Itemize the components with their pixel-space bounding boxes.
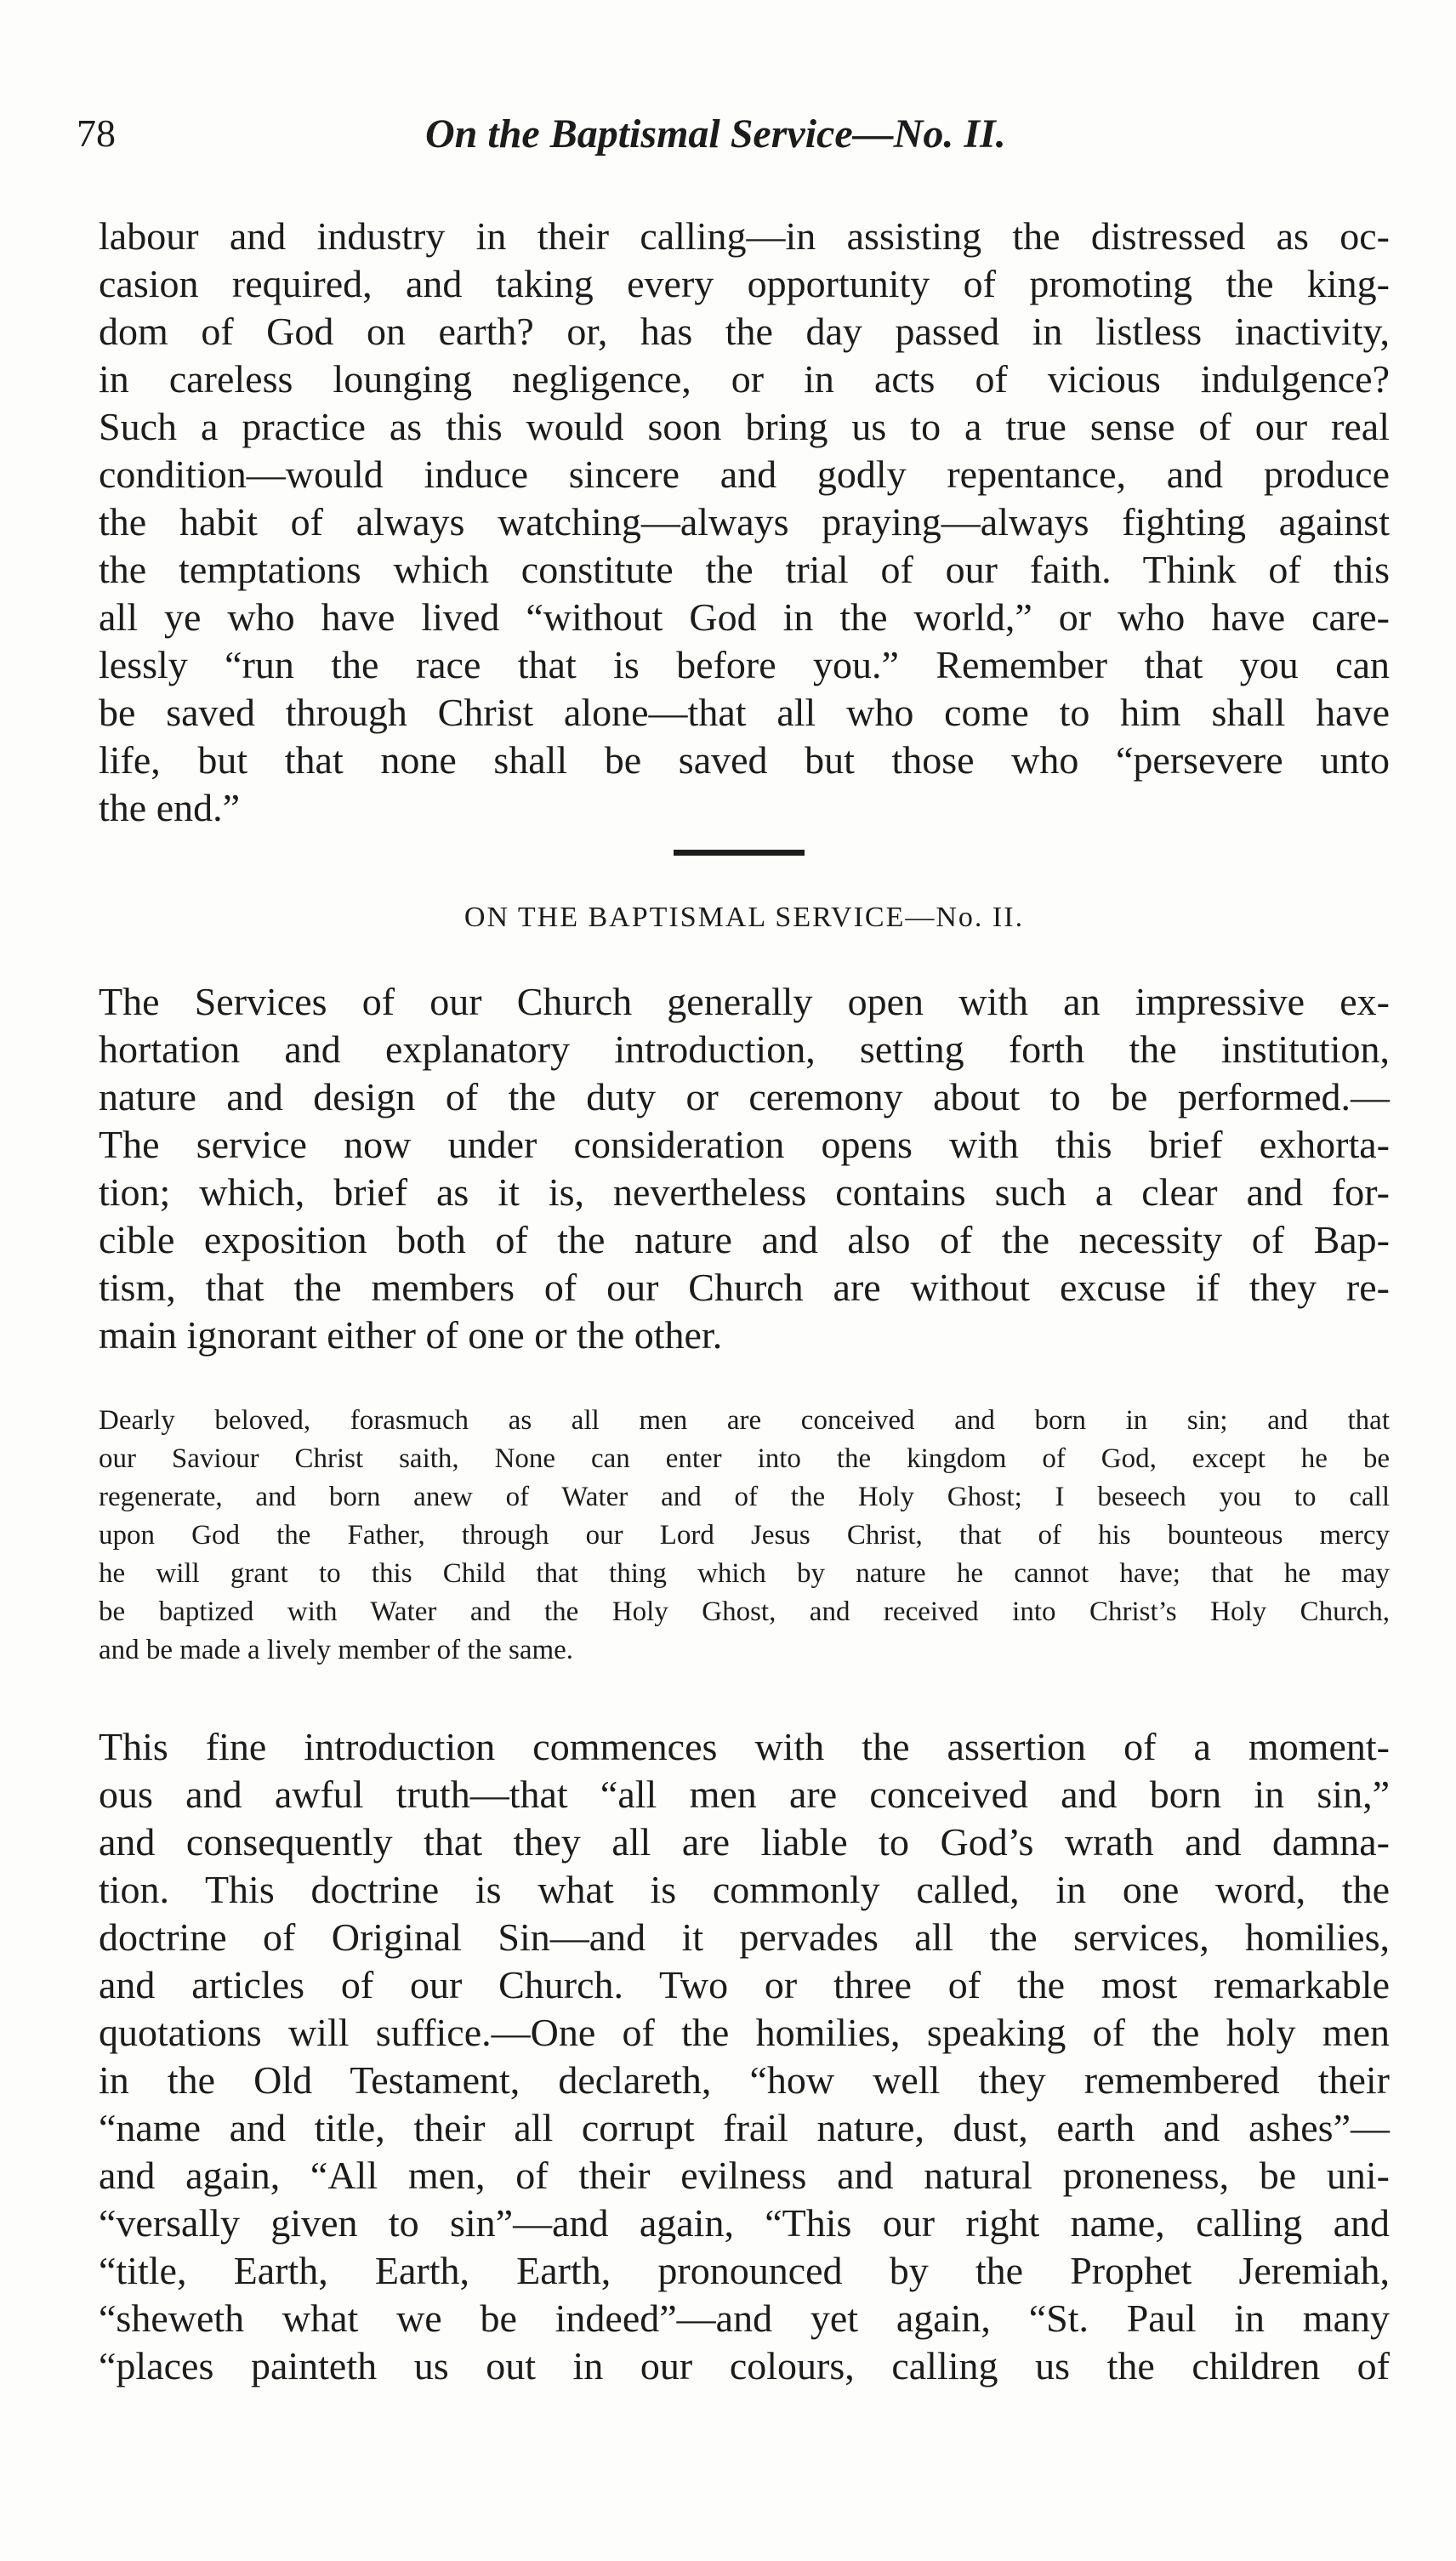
text-line: the end.” bbox=[99, 786, 241, 829]
text-line: life, but that none shall be saved but those who “persevere unto bbox=[99, 738, 1390, 782]
text-line: The Services of our Church generally open with an impressive ex- bbox=[99, 980, 1390, 1023]
text-line: tism, that the members of our Church are without excuse if they re- bbox=[99, 1266, 1390, 1309]
text-line: in careless lounging negligence, or in acts of vicious indulgence? bbox=[99, 357, 1390, 401]
text-line: and again, “All men, of their evilness and natural proneness, be uni- bbox=[99, 2154, 1390, 2197]
section-heading: ON THE BAPTISMAL SERVICE—No. II. bbox=[464, 902, 1025, 933]
text-line: casion required, and taking every opportunity of promoting the king- bbox=[99, 262, 1390, 305]
quote-line: he will grant to this Child that thing which by nature he cannot have; that he may bbox=[99, 1558, 1390, 1589]
text-line: “name and title, their all corrupt frail nature, dust, earth and ashes”— bbox=[99, 2106, 1390, 2149]
section-divider bbox=[674, 850, 805, 856]
exhortation-quote bbox=[99, 1402, 1390, 1670]
text-line: “versally given to sin”—and again, “This our right name, calling and bbox=[99, 2201, 1390, 2245]
quote-line: our Saviour Christ saith, None can enter into the kingdom of God, except he be bbox=[99, 1443, 1390, 1474]
quote-line: regenerate, and born anew of Water and of the Holy Ghost; I beseech you to call bbox=[99, 1482, 1390, 1512]
text-line: “title, Earth, Earth, Earth, pronounced by the Prophet Jeremiah, bbox=[99, 2249, 1390, 2292]
text-line: dom of God on earth? or, has the day passed in listless inactivity, bbox=[99, 310, 1390, 353]
intro-paragraph bbox=[99, 978, 1390, 1359]
commentary-paragraph bbox=[99, 1723, 1390, 2390]
text-line: main ignorant either of one or the other. bbox=[99, 1313, 723, 1357]
text-line: tion; which, brief as it is, nevertheless contains such a clear and for- bbox=[99, 1170, 1390, 1214]
text-line: nature and design of the duty or ceremony about to be performed.— bbox=[99, 1075, 1390, 1118]
text-line: and consequently that they all are liable to God’s wrath and damna- bbox=[99, 1820, 1390, 1864]
text-line: lessly “run the race that is before you.” Remember that you can bbox=[99, 643, 1390, 686]
text-line: condition—would induce sincere and godly repentance, and produce bbox=[99, 452, 1390, 496]
quote-line: Dearly beloved, forasmuch as all men are conceived and born in sin; and that bbox=[99, 1405, 1390, 1436]
text-line: in the Old Testament, declareth, “how well they remembered their bbox=[99, 2058, 1390, 2102]
text-line: the habit of always watching—always praying—always fighting against bbox=[99, 500, 1390, 544]
text-line: ous and awful truth—that “all men are conceived and born in sin,” bbox=[99, 1773, 1390, 1816]
text-line: “places painteth us out in our colours, calling us the children of bbox=[99, 2344, 1390, 2387]
text-line: labour and industry in their calling—in assisting the distressed as oc- bbox=[99, 214, 1390, 258]
text-line: The service now under consideration opens with this brief exhorta- bbox=[99, 1123, 1390, 1166]
page-number: 78 bbox=[77, 111, 116, 155]
text-line: and articles of our Church. Two or three of the most remarkable bbox=[99, 1963, 1390, 2006]
text-line: quotations will suffice.—One of the homilies, speaking of the holy men bbox=[99, 2011, 1390, 2054]
text-line: “sheweth what we be indeed”—and yet again, “St. Paul in many bbox=[99, 2296, 1390, 2340]
text-line: tion. This doctrine is what is commonly called, in one word, the bbox=[99, 1868, 1390, 1911]
text-line: cible exposition both of the nature and also of the necessity of Bap- bbox=[99, 1218, 1390, 1261]
text-line: This fine introduction commences with the assertion of a moment- bbox=[99, 1725, 1390, 1768]
text-line: hortation and explanatory introduction, setting forth the institution, bbox=[99, 1027, 1390, 1071]
text-line: doctrine of Original Sin—and it pervades all the services, homilies, bbox=[99, 1915, 1390, 1959]
quote-line: be baptized with Water and the Holy Ghost, and received into Christ’s Holy Church, bbox=[99, 1596, 1390, 1627]
running-title: On the Baptismal Service—No. II. bbox=[425, 111, 1006, 157]
quote-line: upon God the Father, through our Lord Jesus Christ, that of his bounteous mercy bbox=[99, 1520, 1390, 1551]
quote-line: and be made a lively member of the same. bbox=[99, 1635, 574, 1665]
previous-section-text bbox=[99, 213, 1390, 832]
text-line: the temptations which constitute the trial of our faith. Think of this bbox=[99, 548, 1390, 591]
text-line: Such a practice as this would soon bring us to a true sense of our real bbox=[99, 405, 1390, 448]
text-line: be saved through Christ alone—that all who come to him shall have bbox=[99, 691, 1390, 734]
text-line: all ye who have lived “without God in the world,” or who have care- bbox=[99, 595, 1390, 639]
page-header bbox=[77, 111, 1403, 170]
